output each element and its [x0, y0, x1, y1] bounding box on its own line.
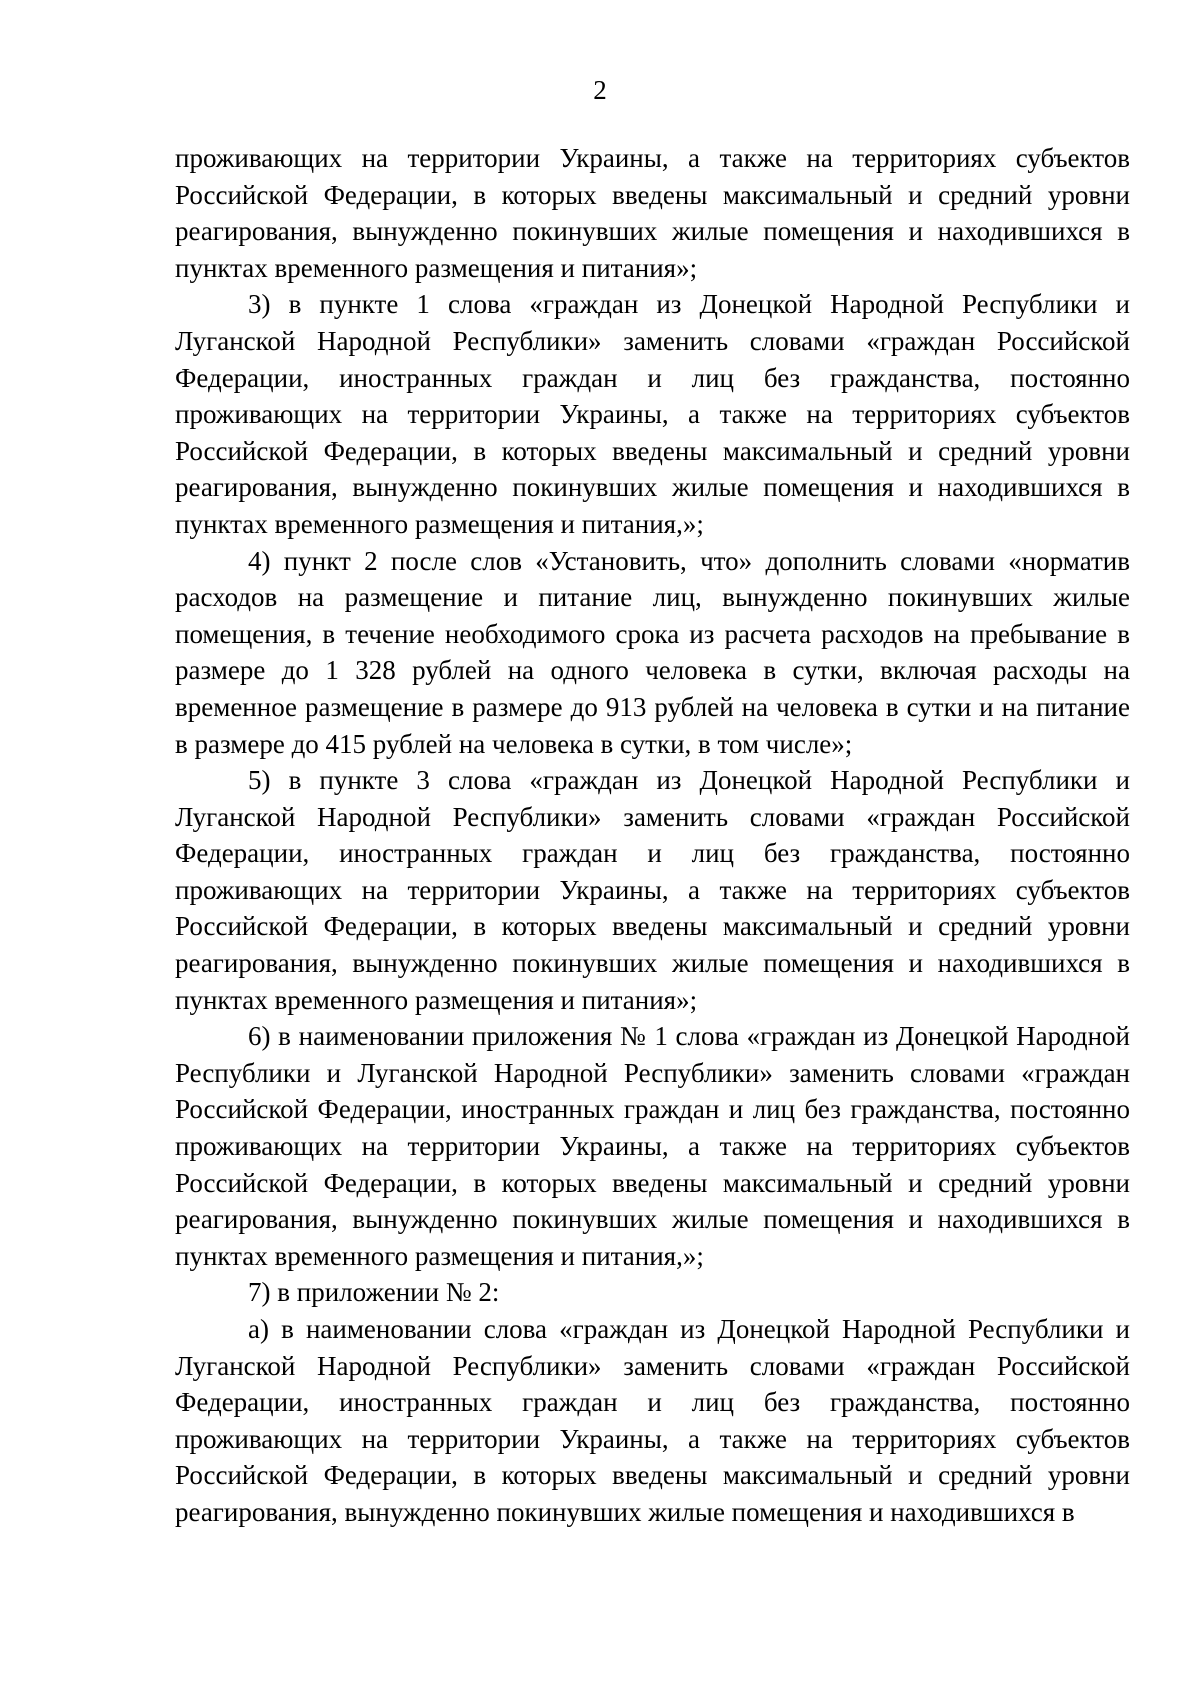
document-body [175, 140, 1130, 1531]
paragraph-subitem-a: а) в наименовании слова «граждан из Донецкой Народной Республики и Луганской Народной Республики» заменить словами «граждан Российской Федерации, иностранных граждан и лиц без гражданства, постоянно проживающих на территории Украины, а также на территориях субъектов Российской Федерации, в которых введены максимальный и средний уровни реагирования, вынужденно покинувших жилые помещения и находившихся в [175, 1314, 1130, 1527]
paragraph-item-6: 6) в наименовании приложения № 1 слова «граждан из Донецкой Народной Республики и Луганской Народной Республики» заменить словами «граждан Российской Федерации, иностранных граждан и лиц без гражданства, постоянно проживающих на территории Украины, а также на территориях субъектов Российской Федерации, в которых введены максимальный и средний уровни реагирования, вынужденно покинувших жилые помещения и находившихся в пунктах временного размещения и питания,»; [175, 1021, 1130, 1271]
paragraph-item-4: 4) пункт 2 после слов «Установить, что» дополнить словами «норматив расходов на размещение и питание лиц, вынужденно покинувших жилые помещения, в течение необходимого срока из расчета расходов на пребывание в размере до 1 328 рублей на одного человека в сутки, включая расходы на временное размещение в размере до 913 рублей на человека в сутки и на питание в размере до 415 рублей на человека в сутки, в том числе»; [175, 545, 1130, 759]
paragraph-item-7: 7) в приложении № 2: [248, 1277, 500, 1308]
page-number: 2 [593, 75, 607, 105]
paragraph-item-5: 5) в пункте 3 слова «граждан из Донецкой Народной Республики и Луганской Народной Республики» заменить словами «граждан Российской Федерации, иностранных граждан и лиц без гражданства, постоянно проживающих на территории Украины, а также на территориях субъектов Российской Федерации, в которых введены максимальный и средний уровни реагирования, вынужденно покинувших жилые помещения и находившихся в пунктах временного размещения и питания»; [175, 765, 1130, 1015]
paragraph-item-3: 3) в пункте 1 слова «граждан из Донецкой Народной Республики и Луганской Народной Республики» заменить словами «граждан Российской Федерации, иностранных граждан и лиц без гражданства, постоянно проживающих на территории Украины, а также на территориях субъектов Российской Федерации, в которых введены максимальный и средний уровни реагирования, вынужденно покинувших жилые помещения и находившихся в пунктах временного размещения и питания,»; [175, 289, 1130, 539]
paragraph-continuation: проживающих на территории Украины, а также на территориях субъектов Российской Федерации, в которых введены максимальный и средний уровни реагирования, вынужденно покинувших жилые помещения и находившихся в пунктах временного размещения и питания»; [175, 143, 1130, 283]
